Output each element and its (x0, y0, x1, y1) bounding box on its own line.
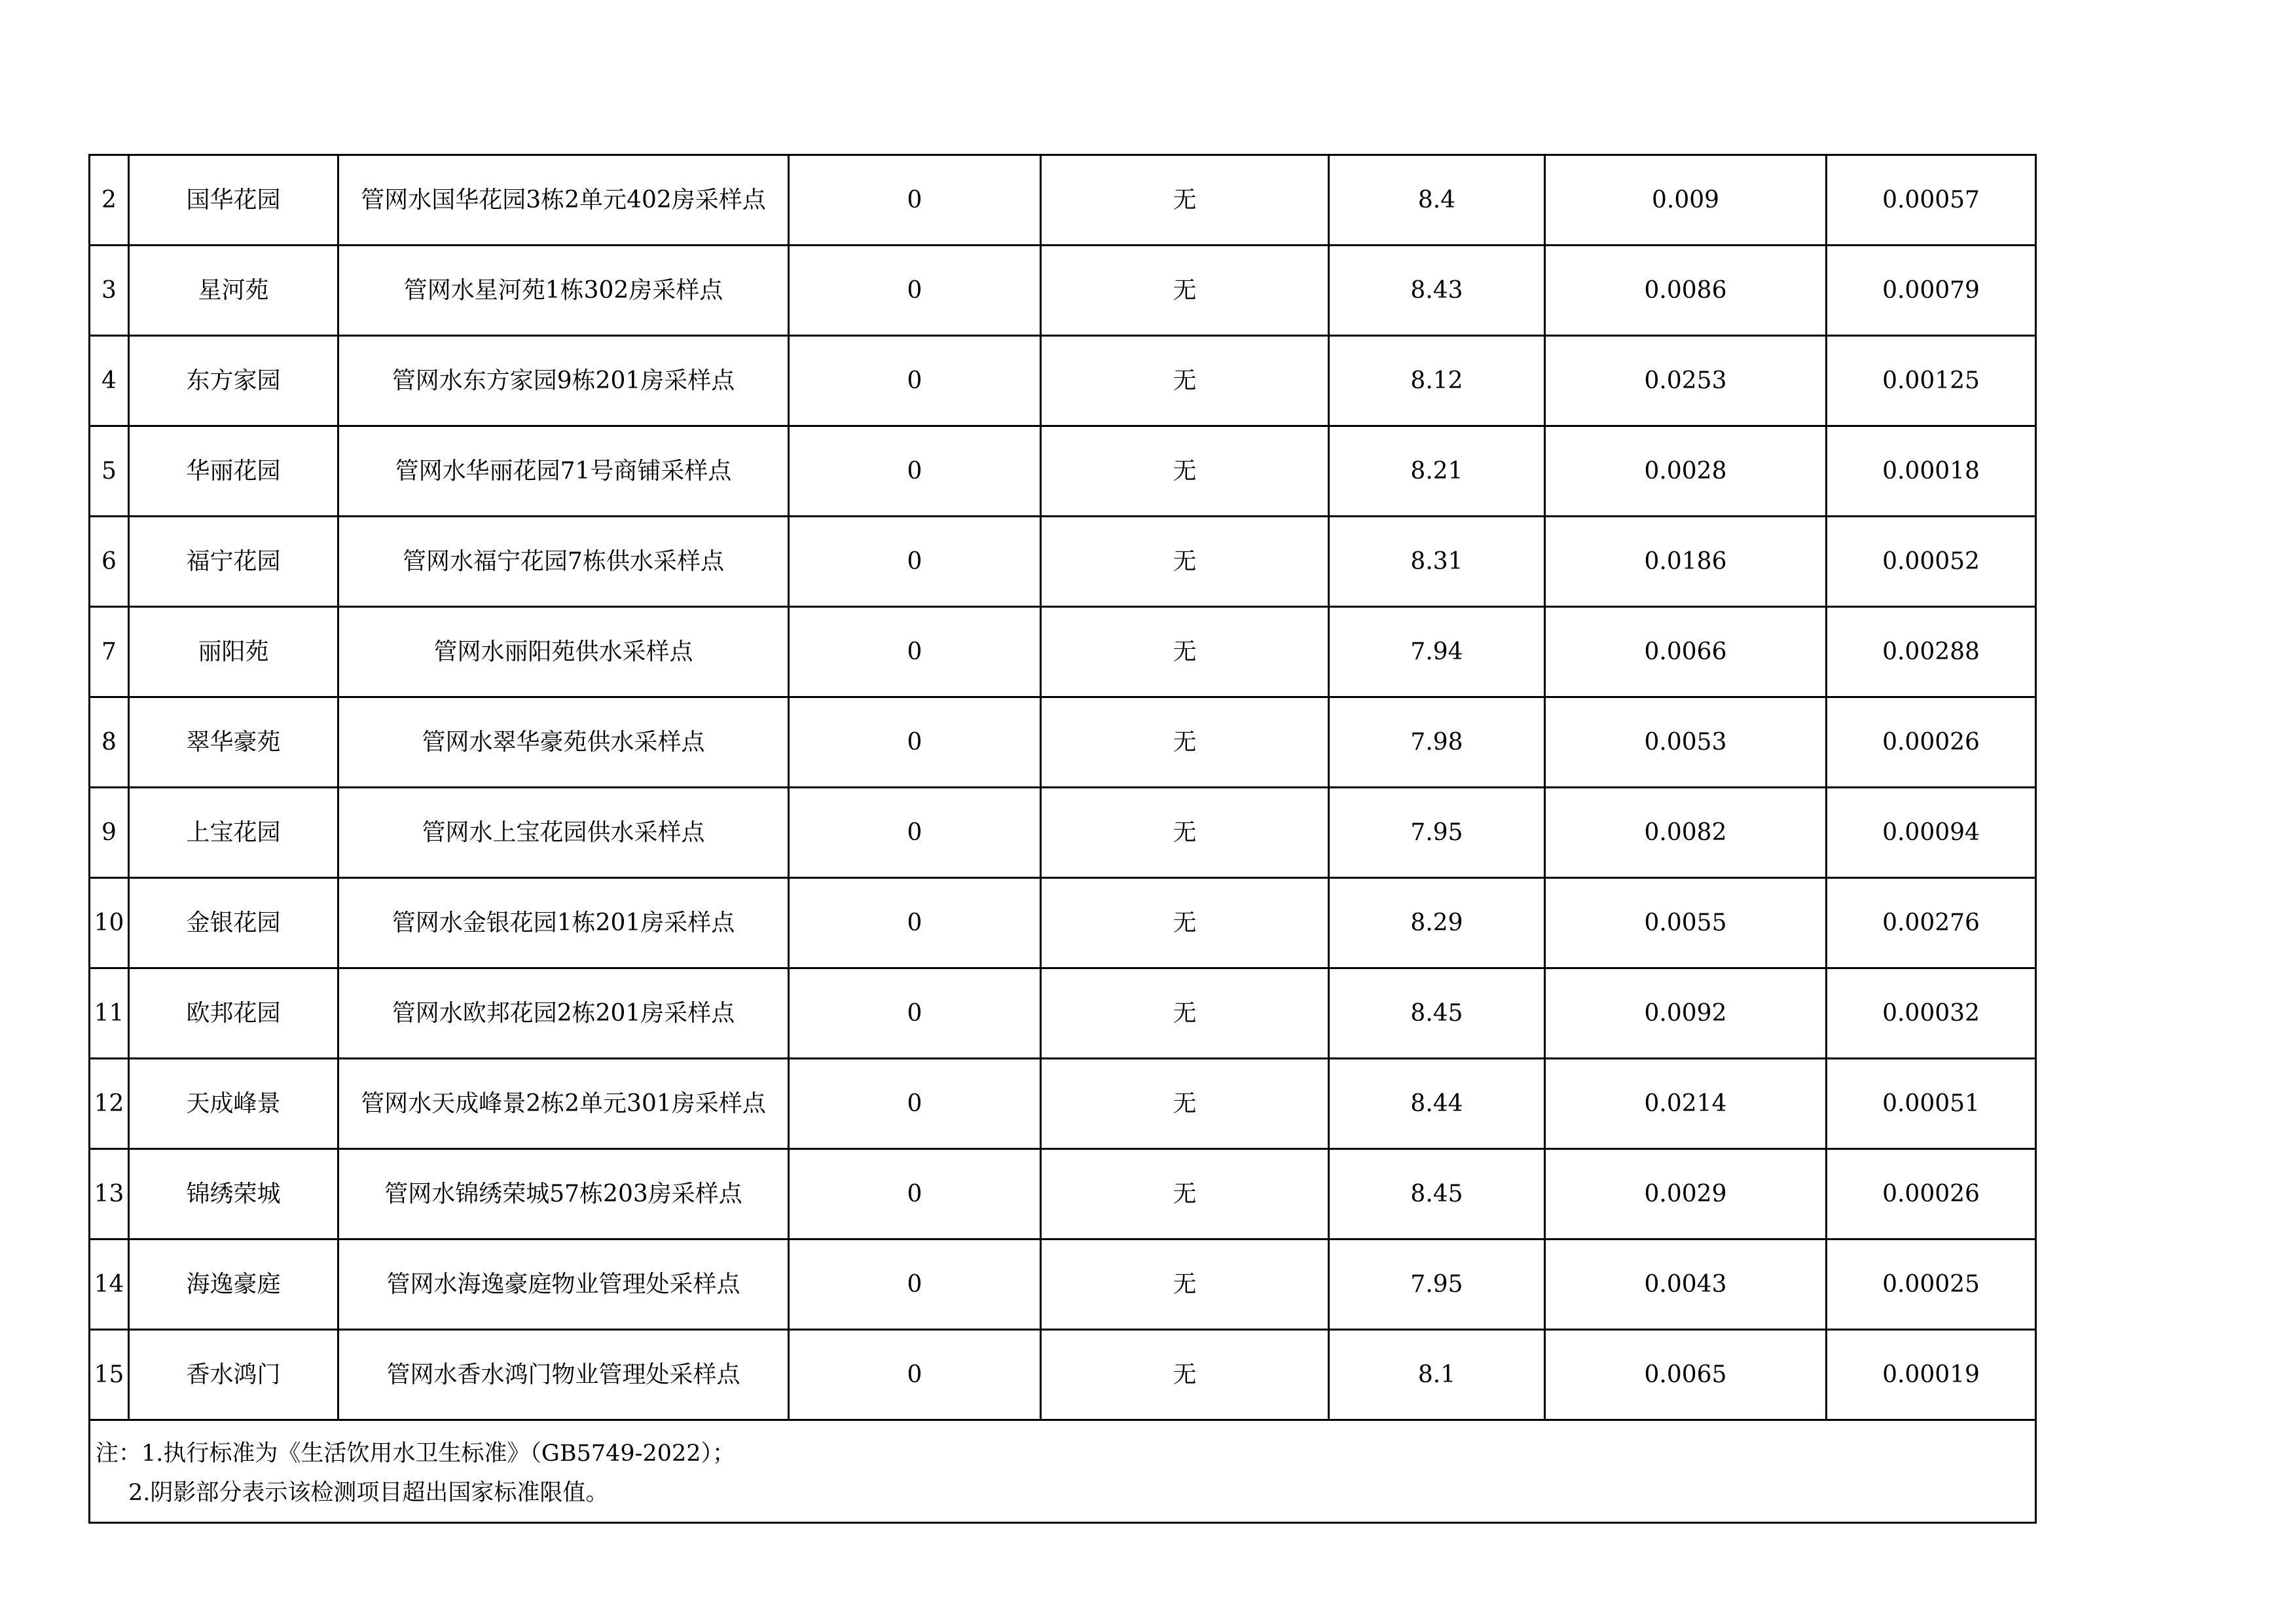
value-cell: 0.0055 (1545, 878, 1827, 968)
row-number-cell: 3 (90, 246, 129, 336)
value-cell: 0 (789, 697, 1041, 788)
value-cell: 0.00018 (1827, 426, 2036, 517)
table-row (90, 788, 2036, 878)
row-number-cell: 11 (90, 968, 129, 1059)
water-quality-table (88, 154, 2037, 1524)
table-row (90, 968, 2036, 1059)
value-cell: 0.00052 (1827, 517, 2036, 607)
value-cell: 0.00026 (1827, 697, 2036, 788)
table-row (90, 1240, 2036, 1330)
value-cell: 无 (1041, 155, 1329, 246)
table-row (90, 607, 2036, 697)
value-cell: 0 (789, 426, 1041, 517)
value-cell: 无 (1041, 1330, 1329, 1420)
value-cell: 0.00025 (1827, 1240, 2036, 1330)
value-cell: 0.009 (1545, 155, 1827, 246)
sampling-site-cell: 管网水上宝花园供水采样点 (338, 788, 789, 878)
sampling-site-cell: 管网水翠华豪苑供水采样点 (338, 697, 789, 788)
community-name-cell: 香水鸿门 (129, 1330, 338, 1420)
table-row (90, 1059, 2036, 1149)
value-cell: 0 (789, 607, 1041, 697)
value-cell: 0.0028 (1545, 426, 1827, 517)
value-cell: 0.0029 (1545, 1149, 1827, 1240)
row-number-cell: 14 (90, 1240, 129, 1330)
table-row (90, 517, 2036, 607)
value-cell: 8.21 (1329, 426, 1545, 517)
value-cell: 无 (1041, 426, 1329, 517)
row-number-cell: 10 (90, 878, 129, 968)
community-name-cell: 欧邦花园 (129, 968, 338, 1059)
community-name-cell: 福宁花园 (129, 517, 338, 607)
value-cell: 0.00019 (1827, 1330, 2036, 1420)
row-number-cell: 13 (90, 1149, 129, 1240)
sampling-site-cell: 管网水海逸豪庭物业管理处采样点 (338, 1240, 789, 1330)
value-cell: 0 (789, 1059, 1041, 1149)
community-name-cell: 华丽花园 (129, 426, 338, 517)
value-cell: 8.4 (1329, 155, 1545, 246)
community-name-cell: 天成峰景 (129, 1059, 338, 1149)
sampling-site-cell: 管网水锦绣荣城57栋203房采样点 (338, 1149, 789, 1240)
value-cell: 0.0043 (1545, 1240, 1827, 1330)
value-cell: 0 (789, 968, 1041, 1059)
value-cell: 0 (789, 1330, 1041, 1420)
value-cell: 0.0082 (1545, 788, 1827, 878)
value-cell: 0.0065 (1545, 1330, 1827, 1420)
value-cell: 8.1 (1329, 1330, 1545, 1420)
value-cell: 7.94 (1329, 607, 1545, 697)
table-row (90, 1149, 2036, 1240)
row-number-cell: 5 (90, 426, 129, 517)
notes-cell (90, 1420, 2036, 1523)
value-cell: 无 (1041, 336, 1329, 426)
table-row (90, 426, 2036, 517)
value-cell: 0.0214 (1545, 1059, 1827, 1149)
row-number-cell: 6 (90, 517, 129, 607)
value-cell: 无 (1041, 1059, 1329, 1149)
value-cell: 0.00276 (1827, 878, 2036, 968)
value-cell: 0.00079 (1827, 246, 2036, 336)
value-cell: 8.31 (1329, 517, 1545, 607)
table-row (90, 697, 2036, 788)
row-number-cell: 15 (90, 1330, 129, 1420)
value-cell: 0.0086 (1545, 246, 1827, 336)
row-number-cell: 4 (90, 336, 129, 426)
table-row (90, 1330, 2036, 1420)
value-cell: 7.95 (1329, 1240, 1545, 1330)
value-cell: 0.0066 (1545, 607, 1827, 697)
value-cell: 0.0186 (1545, 517, 1827, 607)
value-cell: 无 (1041, 878, 1329, 968)
value-cell: 无 (1041, 1240, 1329, 1330)
notes-row (90, 1420, 2036, 1523)
table-body (90, 155, 2036, 1420)
value-cell: 0 (789, 878, 1041, 968)
sampling-site-cell: 管网水星河苑1栋302房采样点 (338, 246, 789, 336)
value-cell: 0.0092 (1545, 968, 1827, 1059)
row-number-cell: 12 (90, 1059, 129, 1149)
table-row (90, 155, 2036, 246)
sampling-site-cell: 管网水香水鸿门物业管理处采样点 (338, 1330, 789, 1420)
value-cell: 7.98 (1329, 697, 1545, 788)
value-cell: 0.0053 (1545, 697, 1827, 788)
value-cell: 0.00026 (1827, 1149, 2036, 1240)
value-cell: 8.44 (1329, 1059, 1545, 1149)
value-cell: 8.45 (1329, 1149, 1545, 1240)
value-cell: 无 (1041, 788, 1329, 878)
value-cell: 0 (789, 788, 1041, 878)
community-name-cell: 丽阳苑 (129, 607, 338, 697)
community-name-cell: 上宝花园 (129, 788, 338, 878)
row-number-cell: 9 (90, 788, 129, 878)
sampling-site-cell: 管网水金银花园1栋201房采样点 (338, 878, 789, 968)
note-line-1: 注：1.执行标准为《生活饮用水卫生标准》（GB5749-2022）； (96, 1441, 736, 1467)
community-name-cell: 东方家园 (129, 336, 338, 426)
table-row (90, 336, 2036, 426)
sampling-site-cell: 管网水天成峰景2栋2单元301房采样点 (338, 1059, 789, 1149)
value-cell: 无 (1041, 517, 1329, 607)
sampling-site-cell: 管网水欧邦花园2栋201房采样点 (338, 968, 789, 1059)
value-cell: 0.00051 (1827, 1059, 2036, 1149)
value-cell: 无 (1041, 1149, 1329, 1240)
community-name-cell: 金银花园 (129, 878, 338, 968)
sampling-site-cell: 管网水丽阳苑供水采样点 (338, 607, 789, 697)
note-line-2: 2.阴影部分表示该检测项目超出国家标准限值。 (128, 1480, 609, 1506)
value-cell: 0.00094 (1827, 788, 2036, 878)
community-name-cell: 锦绣荣城 (129, 1149, 338, 1240)
value-cell: 0.00288 (1827, 607, 2036, 697)
value-cell: 0 (789, 1149, 1041, 1240)
value-cell: 8.43 (1329, 246, 1545, 336)
value-cell: 8.12 (1329, 336, 1545, 426)
value-cell: 0 (789, 246, 1041, 336)
row-number-cell: 2 (90, 155, 129, 246)
value-cell: 0 (789, 517, 1041, 607)
value-cell: 0.00032 (1827, 968, 2036, 1059)
community-name-cell: 国华花园 (129, 155, 338, 246)
sampling-site-cell: 管网水福宁花园7栋供水采样点 (338, 517, 789, 607)
value-cell: 8.29 (1329, 878, 1545, 968)
table-row (90, 246, 2036, 336)
sampling-site-cell: 管网水东方家园9栋201房采样点 (338, 336, 789, 426)
value-cell: 0 (789, 155, 1041, 246)
row-number-cell: 7 (90, 607, 129, 697)
value-cell: 无 (1041, 697, 1329, 788)
value-cell: 0.00125 (1827, 336, 2036, 426)
sampling-site-cell: 管网水华丽花园71号商铺采样点 (338, 426, 789, 517)
community-name-cell: 星河苑 (129, 246, 338, 336)
value-cell: 无 (1041, 246, 1329, 336)
value-cell: 0 (789, 336, 1041, 426)
row-number-cell: 8 (90, 697, 129, 788)
sampling-site-cell: 管网水国华花园3栋2单元402房采样点 (338, 155, 789, 246)
community-name-cell: 海逸豪庭 (129, 1240, 338, 1330)
value-cell: 0 (789, 1240, 1041, 1330)
value-cell: 0.00057 (1827, 155, 2036, 246)
value-cell: 无 (1041, 968, 1329, 1059)
value-cell: 7.95 (1329, 788, 1545, 878)
value-cell: 0.0253 (1545, 336, 1827, 426)
community-name-cell: 翠华豪苑 (129, 697, 338, 788)
value-cell: 无 (1041, 607, 1329, 697)
value-cell: 8.45 (1329, 968, 1545, 1059)
table-row (90, 878, 2036, 968)
